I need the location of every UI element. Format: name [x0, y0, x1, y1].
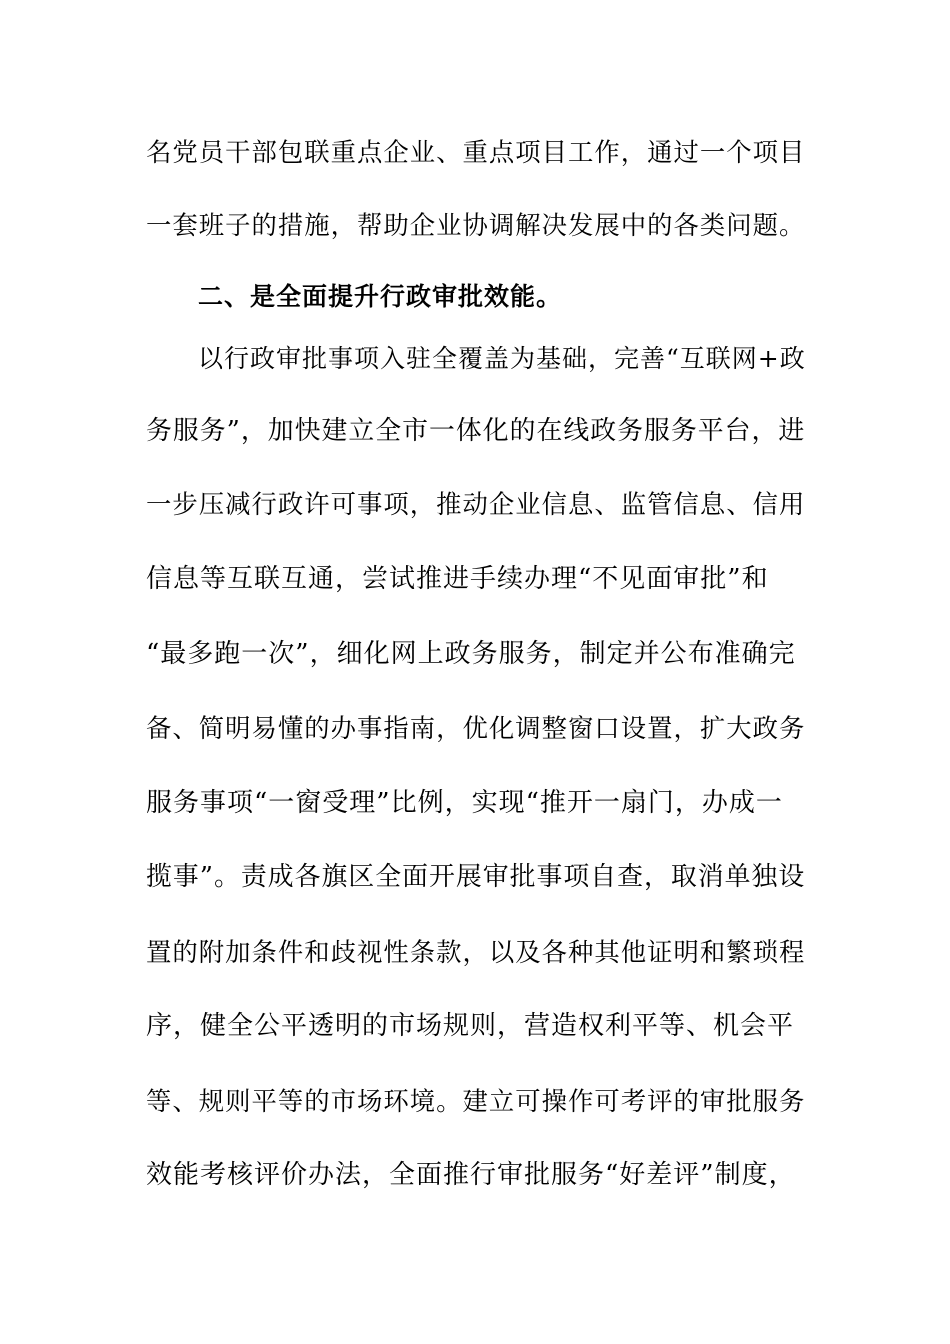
body-line: 等、规则平等的市场环境。建立可操作可考评的审批服务 [146, 1086, 806, 1116]
body-line: 服务事项“一窗受理”比例，实现“推开一扇门，办成一 [146, 788, 783, 818]
body-line: 揽事”。责成各旗区全面开展审批事项自查，取消单独设 [146, 862, 806, 892]
body-line: 效能考核评价办法，全面推行审批服务“好差评”制度， [146, 1160, 796, 1190]
body-line: 一步压减行政许可事项，推动企业信息、监管信息、信用 [146, 489, 806, 519]
body-line: 以行政审批事项入驻全覆盖为基础，完善“互联网+政 [198, 344, 806, 373]
body-line: 备、简明易懂的办事指南，优化调整窗口设置，扩大政务 [146, 713, 806, 743]
body-line: 务服务”，加快建立全市一体化的在线政务服务平台，进 [146, 416, 806, 446]
body-line: 置的附加条件和歧视性条款，以及各种其他证明和繁琐程 [146, 937, 806, 967]
body-line: 一套班子的措施，帮助企业协调解决发展中的各类问题。 [146, 210, 806, 240]
body-line: 信息等互联互通，尝试推进手续办理“不见面审批”和 [146, 564, 769, 594]
body-line: 名党员干部包联重点企业、重点项目工作，通过一个项目 [146, 137, 806, 167]
section-heading: 二、是全面提升行政审批效能。 [198, 282, 563, 311]
body-line: “最多跑一次”，细化网上政务服务，制定并公布准确完 [146, 639, 796, 669]
body-line: 序，健全公平透明的市场规则，营造权利平等、机会平 [146, 1011, 795, 1041]
